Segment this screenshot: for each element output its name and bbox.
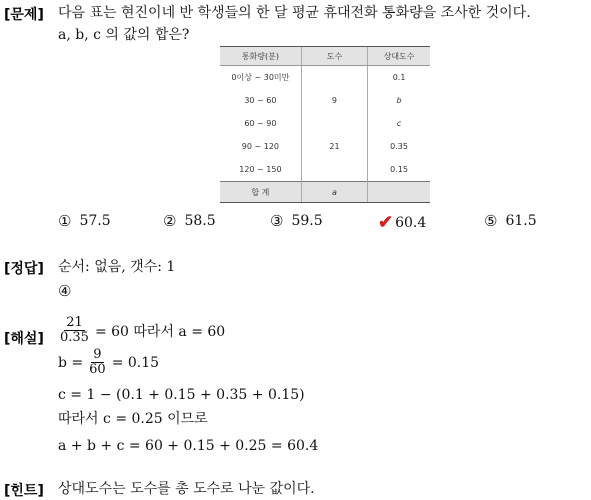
frequency-table (220, 46, 430, 203)
table-row (220, 158, 430, 182)
table-row (220, 112, 430, 135)
hint-text: 상대도수는 도수를 총 도수로 나눈 값이다. (58, 481, 315, 497)
total-relative (368, 182, 430, 203)
table-row (220, 66, 430, 90)
solution-eq1: $\frac{21}{0.35}$ = 60 따라서 a = 60 (60, 315, 226, 345)
total-label: 합 계 (220, 182, 301, 203)
choice-value: 59.5 (291, 213, 323, 229)
cell-range: 0이상 ~ 30미만 (231, 73, 290, 82)
cell-frequency (301, 66, 367, 90)
fraction: $\frac{21}{0.35}$ (60, 315, 89, 345)
cell-frequency (301, 158, 367, 182)
solution-tag: [해설] (4, 331, 44, 347)
choice-value: 58.5 (184, 213, 216, 229)
solution-eq2: b = $\frac{9}{60}$ = 0.15 (58, 347, 160, 377)
choice-2[interactable] (163, 212, 216, 230)
cell-range: 30 ~ 60 (244, 96, 277, 105)
cell-relative: 0.1 (368, 66, 430, 90)
total-frequency: a (301, 182, 367, 203)
header-frequency: 도수 (301, 47, 367, 66)
choice-value: 61.5 (505, 213, 537, 229)
problem-text-line2: a, b, c 의 값의 합은? (58, 27, 190, 43)
cell-range: 90 ~ 120 (241, 142, 280, 151)
cell-relative: c (368, 112, 430, 135)
check-mark-icon: ✔ (378, 212, 394, 233)
cell-relative: b (368, 89, 430, 112)
answer-line1: 순서: 없음, 갯수: 1 (58, 259, 176, 275)
solution-eq5: a + b + c = 60 + 0.15 + 0.25 = 60.4 (58, 438, 319, 454)
choice-value: 57.5 (79, 213, 111, 229)
header-call-time: 통화량(분) (220, 47, 301, 66)
cell-frequency: 21 (301, 135, 367, 158)
answer-line2: ④ (58, 282, 72, 300)
problem-text-line1: 다음 표는 현진이네 반 학생들의 한 달 평균 휴대전화 통화량을 조사한 것이다. (58, 5, 531, 21)
answer-tag: [정답] (4, 261, 44, 277)
cell-range: 60 ~ 90 (244, 119, 277, 128)
choice-1[interactable] (58, 212, 111, 230)
cell-frequency: 9 (301, 89, 367, 112)
hint-tag: [힌트] (4, 483, 44, 499)
choice-mark: ③ (270, 212, 284, 230)
choice-3[interactable] (270, 212, 323, 230)
table-row (220, 135, 430, 158)
choice-mark: ⑤ (484, 212, 498, 230)
cell-relative: 0.15 (368, 158, 430, 182)
table-total-row (220, 182, 430, 203)
header-relative-frequency: 상대도수 (368, 47, 430, 66)
choice-mark: ② (163, 212, 177, 230)
choice-4[interactable] (378, 212, 426, 233)
problem-tag: [문제] (4, 7, 44, 23)
cell-range: 120 ~ 150 (239, 165, 282, 174)
cell-frequency (301, 112, 367, 135)
solution-eq3: c = 1 − (0.1 + 0.15 + 0.35 + 0.15) (58, 387, 305, 403)
solution-eq4: 따라서 c = 0.25 이므로 (58, 411, 208, 427)
cell-relative: 0.35 (368, 135, 430, 158)
fraction: $\frac{9}{60}$ (89, 347, 106, 377)
choice-mark: ① (58, 212, 72, 230)
choice-value: 60.4 (395, 214, 427, 231)
table-row (220, 89, 430, 112)
choice-5[interactable] (484, 212, 537, 230)
